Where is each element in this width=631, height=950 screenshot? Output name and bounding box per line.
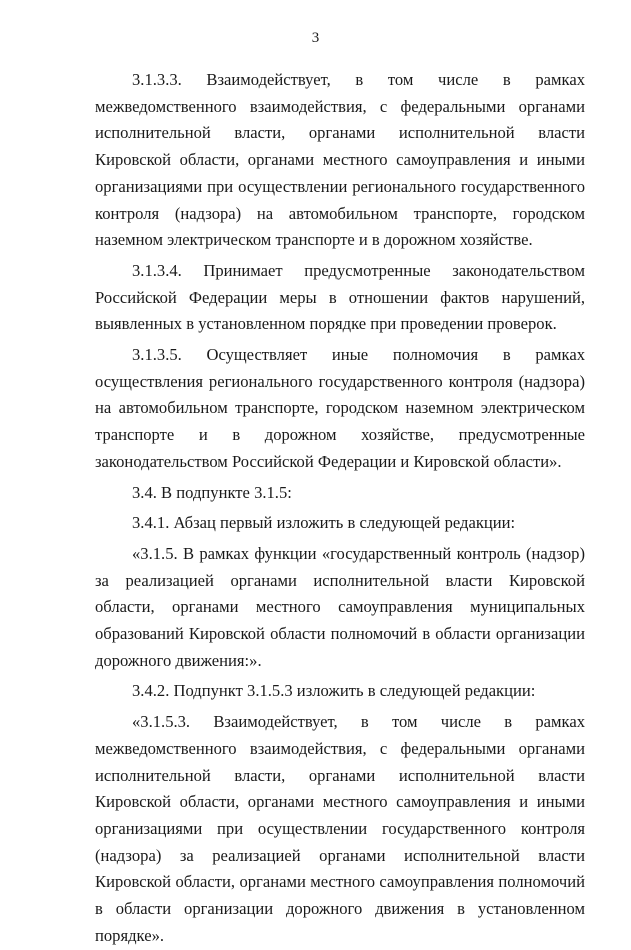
- paragraph-3-4-1: 3.4.1. Абзац первый изложить в следующей редакции:: [132, 513, 516, 533]
- page-number: 3: [311, 30, 320, 46]
- paragraph-3-1-3-4: 3.1.3.4. Принимает предусмотренные законодательством Российской Федерации меры в отношении фактов нарушений, выявленных в установленном порядке при проведении проверок.: [95, 260, 585, 334]
- document-body: [95, 67, 585, 950]
- paragraph-3-1-5-3-quote: «3.1.5.3. Взаимодействует, в том числе в рамках межведомственного взаимодействия, с федеральными органами исполнительной власти, органами исполнительной власти Кировской области, органами местного самоуправления и иными организациями при осуществлении государственного контроля (надзора) за реализацией органами исполнительной власти Кировской области, органами местного самоуправления полномочий в области организации дорожного движения в установленном порядке».: [95, 712, 585, 945]
- paragraph-3-1-5-quote: «3.1.5. В рамках функции «государственный контроль (надзор) за реализацией органами исполнительной власти Кировской области, органами местного самоуправления муниципальных образований Кировской области полномочий в области организации дорожного движения:».: [95, 543, 585, 670]
- paragraph-3-4-2: 3.4.2. Подпункт 3.1.5.3 изложить в следующей редакции:: [132, 681, 536, 701]
- paragraph-3-1-3-5: 3.1.3.5. Осуществляет иные полномочия в рамках осуществления регионального государственного контроля (надзора) на автомобильном транспорте, городском наземном электрическом транспорте и в дорожном хозяйстве, предусмотренные законодательством Российской Федерации и Кировской области».: [95, 345, 585, 471]
- paragraph-3-1-3-3: 3.1.3.3. Взаимодействует, в том числе в рамках межведомственного взаимодействия, с федеральными органами исполнительной власти, органами исполнительной власти Кировской области, органами местного самоуправления и иными организациями при осуществлении регионального государственного контроля (надзора) на автомобильном транспорте, городском наземном электрическом транспорте и в дорожном хозяйстве.: [95, 70, 585, 250]
- paragraph-3-4: 3.4. В подпункте 3.1.5:: [132, 482, 292, 502]
